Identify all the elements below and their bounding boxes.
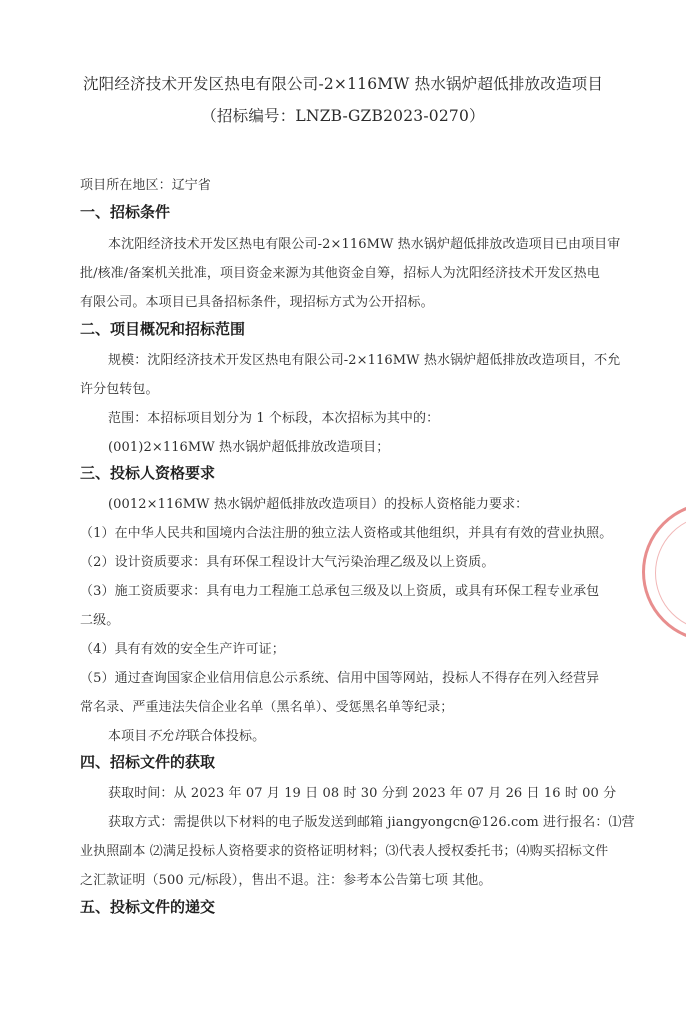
joint-bid-note	[108, 725, 265, 744]
qualification-intro: (0012×116MW 热水锅炉超低排放改造项目）的投标人资格能力要求：	[108, 497, 529, 512]
section-5-heading: 五、投标文件的递交	[80, 898, 216, 916]
section-1-paragraph-line: 批/核准/备案机关批准，项目资金来源为其他资金自筹，招标人为沈阳经济技术开发区热电	[80, 266, 600, 281]
qualification-item-3: （3）施工资质要求：具有电力工程施工总承包三级及以上资质，或具有环保工程专业承包	[80, 584, 600, 599]
project-region: 项目所在地区：辽宁省	[80, 178, 212, 193]
scale-line: 许分包转包。	[80, 382, 159, 397]
acquisition-method-line: 之汇款证明（500 元/标段），售出不退。注：参考本公告第七项 其他。	[80, 873, 492, 888]
section-3-heading: 三、投标人资格要求	[80, 464, 216, 482]
company-seal-inner-ring	[655, 515, 686, 631]
qualification-item-1: （1）在中华人民共和国境内合法注册的独立法人资格或其他组织，并具有有效的营业执照。	[80, 526, 613, 541]
section-2-heading: 二、项目概况和招标范围	[80, 320, 246, 338]
section-1-heading: 一、招标条件	[80, 203, 171, 221]
joint-bid-emphasis: 不允许	[147, 729, 187, 744]
joint-bid-prefix: 本项目	[108, 729, 148, 744]
acquisition-time: 获取时间：从 2023 年 07 月 19 日 08 时 30 分到 2023 年 07 月 26 日 16 时 00 分	[108, 786, 617, 801]
tender-number: （招标编号：LNZB-GZB2023-0270）	[201, 107, 485, 125]
scale-line: 规模：沈阳经济技术开发区热电有限公司-2×116MW 热水锅炉超低排放改造项目，不允	[108, 353, 621, 368]
section-4-heading: 四、招标文件的获取	[80, 753, 216, 771]
document-title: 沈阳经济技术开发区热电有限公司-2×116MW 热水锅炉超低排放改造项目	[82, 75, 604, 93]
qualification-item-2: （2）设计资质要求：具有环保工程设计大气污染治理乙级及以上资质。	[80, 555, 495, 570]
qualification-item-5: （5）通过查询国家企业信用信息公示系统、信用中国等网站，投标人不得存在列入经营异	[80, 671, 600, 686]
qualification-item-4: （4）具有有效的安全生产许可证；	[80, 642, 285, 657]
qualification-item-3-cont: 二级。	[80, 613, 120, 628]
section-1-paragraph-line: 有限公司。本项目已具备招标条件，现招标方式为公开招标。	[80, 295, 434, 310]
qualification-item-5-cont: 常名录、严重违法失信企业名单（黑名单）、受惩黑名单等纪录；	[80, 700, 454, 715]
acquisition-method-line: 获取方式：需提供以下材料的电子版发送到邮箱 jiangyongcn@126.com 进行报名：⑴营	[108, 815, 635, 830]
scope-line: 范围：本招标项目划分为 1 个标段，本次招标为其中的：	[108, 411, 440, 426]
acquisition-method-line: 业执照副本 ⑵满足投标人资格要求的资格证明材料；⑶代表人授权委托书；⑷购买招标文件	[80, 844, 609, 859]
lot-line: (001)2×116MW 热水锅炉超低排放改造项目；	[108, 440, 390, 455]
section-1-paragraph-line: 本沈阳经济技术开发区热电有限公司-2×116MW 热水锅炉超低排放改造项目已由项目审	[108, 237, 621, 252]
joint-bid-suffix: 联合体投标。	[186, 729, 266, 744]
company-seal	[642, 502, 686, 642]
